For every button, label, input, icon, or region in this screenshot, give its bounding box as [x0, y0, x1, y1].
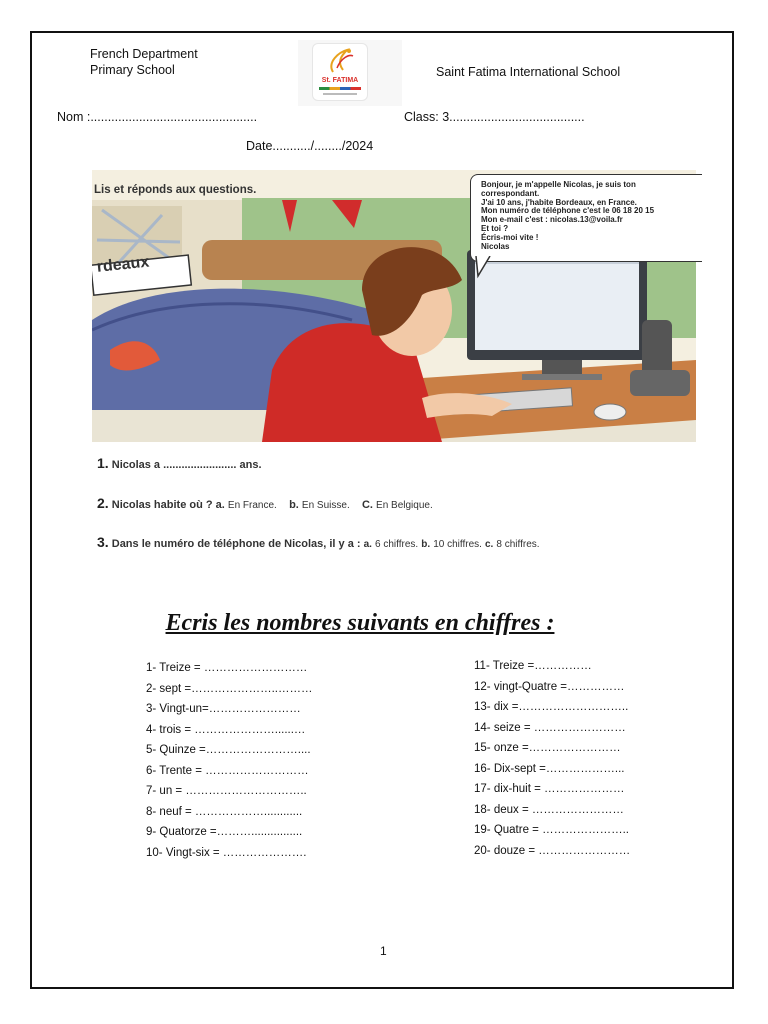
department-label: French Department [90, 47, 198, 61]
question-text: Nicolas habite où ? [111, 499, 213, 511]
bubble-line: correspondant. [481, 188, 540, 198]
option-text[interactable]: En Suisse. [301, 500, 350, 511]
bubble-line: Et toi ? [481, 223, 509, 233]
exercise-item[interactable]: 18- deux = …………………… [474, 804, 624, 816]
map-label: rdeaux [96, 253, 150, 276]
option-letter: b. [421, 539, 431, 550]
date-field[interactable]: Date.........../......../2024 [246, 139, 374, 153]
exercise-item[interactable]: 12- vingt-Quatre =…………… [474, 681, 625, 693]
page-number: 1 [380, 944, 387, 958]
school-logo [298, 40, 402, 106]
exercise-item[interactable]: 8- neuf = ………………............ [146, 806, 303, 818]
option-text[interactable]: En France. [227, 500, 277, 511]
school-name: Saint Fatima International School [436, 65, 621, 79]
option-letter: c. [485, 539, 494, 550]
option-text[interactable]: 6 chiffres. [375, 539, 419, 550]
class-field[interactable]: Class: 3....................................... [404, 110, 585, 124]
option-letter: C. [361, 499, 373, 511]
exercise-item[interactable]: 6- Trente = ……………………… [146, 765, 309, 777]
school-level-label: Primary School [90, 63, 175, 77]
exercise-item[interactable]: 14- seize = …………………… [474, 722, 626, 734]
bubble-line: Mon e-mail c'est : nicolas.13@voila.fr [481, 215, 623, 225]
bubble-line: Écris-moi vite ! [481, 232, 539, 242]
exercise-item[interactable]: 1- Treize = ……………………… [146, 662, 308, 674]
exercise-item[interactable]: 2- sept =…………………..……… [146, 683, 313, 695]
question-3 [97, 534, 540, 550]
exercise-item[interactable]: 7- un = ………………………….. [146, 785, 307, 797]
logo-text: St. FATIMA [321, 77, 359, 84]
question-text: Dans le numéro de téléphone de Nicolas, il y a : [111, 538, 361, 550]
question-text: Nicolas a ........................ ans. [111, 459, 262, 471]
exercise-title: Ecris les nombres suivants en chiffres : [165, 610, 555, 636]
exercise-item[interactable]: 17- dix-huit = ………………… [474, 783, 625, 795]
reading-instruction: Lis et réponds aux questions. [94, 184, 257, 196]
option-letter: a. [363, 539, 372, 550]
option-text[interactable]: 10 chiffres. [433, 539, 482, 550]
exercise-item[interactable]: 15- onze =…………………… [474, 742, 621, 754]
exercise-item[interactable]: 19- Quatre = ………………….. [474, 824, 629, 836]
logo-emblem-icon [313, 44, 367, 76]
logo-color-bar [319, 87, 361, 90]
question-number: 3. [97, 534, 109, 550]
exercise-item[interactable]: 10- Vingt-six = …………………. [146, 847, 307, 859]
logo-underline [323, 93, 357, 95]
exercise-item[interactable]: 5- Quinze =…………………….... [146, 744, 311, 756]
bubble-line: Mon numéro de téléphone c'est le 06 18 20 15 [481, 206, 655, 216]
option-letter: a. [215, 499, 225, 511]
question-number: 2. [97, 495, 109, 511]
exercise-item[interactable]: 3- Vingt-un=…………………… [146, 703, 301, 715]
speech-bubble-tail [472, 256, 496, 280]
bubble-line: Nicolas [481, 241, 510, 251]
exercise-item[interactable]: 9- Quatorze =………................ [146, 826, 303, 838]
exercise-item[interactable]: 20- douze = …………………… [474, 845, 631, 857]
bubble-line: J'ai 10 ans, j'habite Bordeaux, en France. [481, 197, 637, 207]
question-2 [97, 495, 433, 511]
exercise-item[interactable]: 4- trois = …………………......… [146, 724, 306, 736]
bubble-line: Bonjour, je m'appelle Nicolas, je suis ton [481, 180, 636, 189]
speech-bubble [470, 174, 702, 262]
exercise-item[interactable]: 13- dix =……………………….. [474, 701, 629, 713]
option-letter: b. [289, 499, 299, 511]
option-text[interactable]: 8 chiffres. [496, 539, 540, 550]
question-number: 1. [97, 455, 109, 471]
exercise-item[interactable]: 16- Dix-sept =………………... [474, 763, 625, 775]
exercise-item[interactable]: 11- Treize =…………… [474, 660, 592, 672]
question-1 [97, 455, 262, 471]
name-field[interactable]: Nom :................................................ [57, 110, 258, 124]
option-text[interactable]: En Belgique. [376, 500, 433, 511]
